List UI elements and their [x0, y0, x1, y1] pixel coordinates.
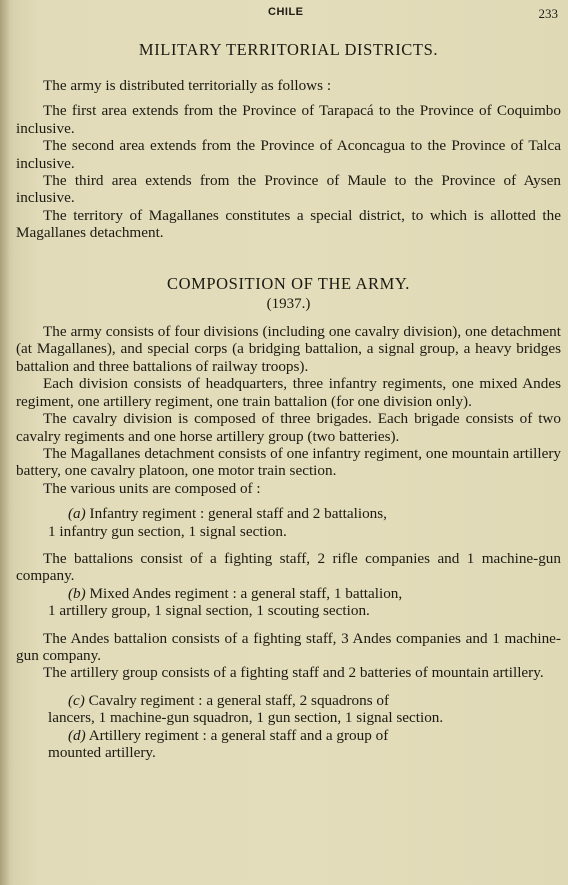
item-text-continued: 1 infantry gun section, 1 signal section.: [48, 522, 287, 540]
paragraph: The battalions consist of a fighting staff, 2 rifle companies and 1 machine-gun company.: [16, 549, 561, 585]
page-body: [16, 40, 561, 761]
item-text: Artillery regiment : a general staff and a group of: [88, 726, 389, 744]
section-year: (1937.): [266, 295, 311, 312]
item-text-continued: lancers, 1 machine-gun squadron, 1 gun section, 1 signal section.: [48, 709, 444, 727]
paragraph: The Magallanes detachment consists of one infantry regiment, one mountain artillery battery, one cavalry platoon, one motor train section.: [16, 444, 561, 480]
item-text: Mixed Andes regiment : a general staff, 1 battalion,: [89, 584, 403, 602]
paragraph: The army consists of four divisions (including one cavalry division), one detachment (at Magallanes), and special corps (a bridging battalion, a signal group, a heavy bridges battalion and three battalions of railway troops).: [16, 323, 561, 375]
item-marker: (d): [68, 726, 86, 744]
item-text-continued: mounted artillery.: [48, 744, 156, 761]
item-marker: (a): [68, 505, 86, 523]
page-number: 233: [538, 6, 558, 21]
paragraph: The second area extends from the Province of Aconcagua to the Province of Talca inclusive.: [16, 137, 561, 172]
item-marker: (c): [68, 691, 85, 709]
paragraph: The third area extends from the Province of Maule to the Province of Aysen inclusive.: [16, 172, 561, 207]
list-item-b: [48, 584, 561, 620]
section-title-composition: COMPOSITION OF THE ARMY.: [167, 273, 410, 293]
item-text-continued: 1 artillery group, 1 signal section, 1 scouting section.: [48, 602, 370, 620]
list-item-c: [48, 691, 561, 727]
item-text: Cavalry regiment : a general staff, 2 squadrons of: [88, 691, 390, 709]
list-item-a: [48, 505, 561, 540]
item-text: Infantry regiment : general staff and 2 battalions,: [89, 505, 387, 523]
paragraph: Each division consists of headquarters, three infantry regiments, one mixed Andes regiment, one artillery regiment, one train battalion (for one division only).: [16, 375, 561, 410]
paragraph: The cavalry division is composed of three brigades. Each brigade consists of two cavalry regiments and one horse artillery group (two batteries).: [16, 410, 561, 445]
list-item-d: [48, 726, 561, 762]
running-head: CHILE: [268, 6, 304, 18]
page-gutter-shadow: [0, 0, 10, 885]
page-header: [0, 6, 568, 22]
paragraph: The Andes battalion consists of a fighting staff, 3 Andes companies and 1 machine-gun company.: [16, 629, 561, 664]
paragraph: The army is distributed territorially as follows :: [43, 77, 332, 94]
paragraph: The various units are composed of :: [43, 479, 261, 497]
section-title-districts: MILITARY TERRITORIAL DISTRICTS.: [138, 40, 439, 59]
paragraph: The first area extends from the Province of Tarapacá to the Province of Coquimbo inclusive.: [16, 102, 561, 137]
item-marker: (b): [68, 584, 86, 602]
paragraph: The territory of Magallanes constitutes a special district, to which is allotted the Magallanes detachment.: [16, 206, 561, 242]
paragraph: The artillery group consists of a fighting staff and 2 batteries of mountain artillery.: [43, 664, 544, 682]
